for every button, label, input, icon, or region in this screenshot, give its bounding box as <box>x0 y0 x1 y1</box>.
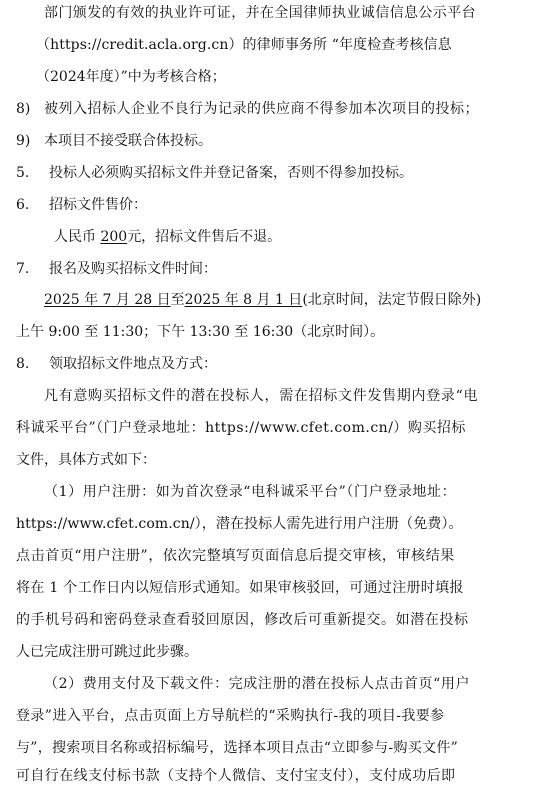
price-amount: 200 <box>100 229 128 245</box>
price-suffix: 元，招标文件售后不退。 <box>127 229 282 245</box>
paragraph-line: 登录”进入平台，点击页面上方导航栏的“采购执行-我的项目-我要参 <box>16 708 445 724</box>
text-line: 部门颁发的有效的执业许可证，并在全国律师执业诚信信息公示平台 <box>44 5 476 21</box>
price-prefix: 人民币 <box>54 229 96 245</box>
section-text: 招标文件售价： <box>49 197 147 213</box>
section-number: 7. <box>16 261 30 277</box>
paragraph-line: 凡有意购买招标文件的潜在投标人，需在招标文件发售期内登录“电 <box>44 388 479 404</box>
text-line: （https://credit.acla.org.cn）的律师事务所 “年度检查考核信息 <box>36 37 452 53</box>
paragraph-line: 将在 1 个工作日内以短信形式通知。如果审核驳回，可通过注册时填报 <box>16 580 464 596</box>
date-end: 2025 年 8 月 1 日 <box>184 292 303 308</box>
list-item-number: 8) <box>16 101 31 117</box>
paragraph-line: 与”，搜索项目名称或招标编号，选择本项目点击“立即参与-购买文件” <box>16 740 459 756</box>
section-number: 8. <box>16 356 30 372</box>
section-text: 领取招标文件地点及方式： <box>49 356 217 372</box>
date-note: (北京时间，法定节假日除外) <box>302 292 482 308</box>
paragraph-line: 人已完成注册可跳过此步骤。 <box>16 644 198 660</box>
paragraph-line: 的手机号码和密码登录查看驳回原因，修改后可重新提交。如潜在投标 <box>16 612 469 628</box>
paragraph-line: 文件，具体方式如下： <box>16 452 156 468</box>
section-text: 报名及购买招标文件时间： <box>49 261 217 277</box>
text-line: （2024年度）”中为考核合格； <box>36 69 226 85</box>
paragraph-line: （1）用户注册：如为首次登录“电科诚采平台”（门户登录地址： <box>44 484 457 500</box>
section-number: 6. <box>16 197 30 213</box>
date-line <box>44 290 481 310</box>
section-text: 投标人必须购买招标文件并登记备案，否则不得参加投标。 <box>49 165 413 181</box>
list-item-text: 本项目不接受联合体投标。 <box>44 133 212 149</box>
date-start: 2025 年 7 月 28 日 <box>44 292 171 308</box>
paragraph-line: 科诚采平台”（门户登录地址：https://www.cfet.com.cn/）购买招标 <box>16 420 466 436</box>
paragraph-line: 可自行在线支付标书款（支持个人微信、支付宝支付），支付成功后即 <box>16 768 456 784</box>
paragraph-line: （2）费用支付及下载文件：完成注册的潜在投标人点击首页“用户 <box>44 676 471 692</box>
paragraph-line: 点击首页“用户注册”，依次完整填写页面信息后提交审核，审核结果 <box>16 548 455 564</box>
section-number: 5. <box>16 165 30 181</box>
list-item-number: 9) <box>16 133 31 149</box>
paragraph-line: https://www.cfet.com.cn/），潜在投标人需先进行用户注册（免费）。 <box>16 516 463 532</box>
list-item-text: 被列入招标人企业不良行为记录的供应商不得参加本次项目的投标； <box>44 101 479 117</box>
time-line: 上午 9:00 至 11:30；下午 13:30 至 16:30（北京时间）。 <box>16 324 385 340</box>
date-to: 至 <box>170 292 185 308</box>
price-line <box>54 227 281 247</box>
